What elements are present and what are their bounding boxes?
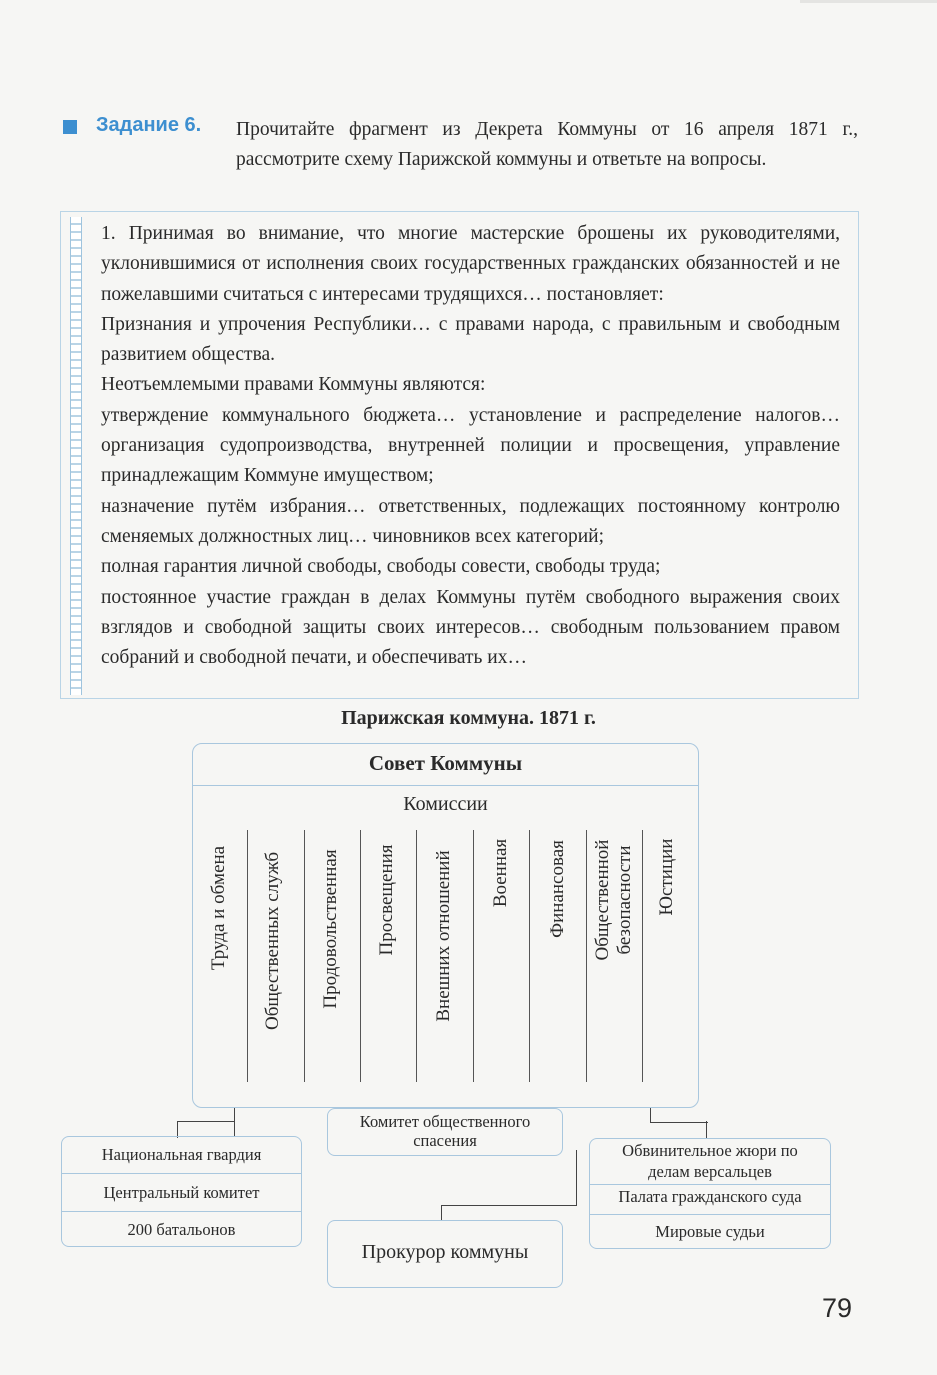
commission-divider: [586, 830, 587, 1082]
commission-divider: [416, 830, 417, 1082]
justices-of-peace: Мировые судьи: [655, 1222, 765, 1241]
diagram-title: Парижская коммуна. 1871 г.: [341, 707, 596, 729]
excerpt-text: [101, 219, 840, 673]
central-committee: Центральный комитет: [103, 1183, 260, 1202]
row-divider: [62, 1211, 301, 1212]
prosecutor: Прокурор коммуны: [361, 1241, 529, 1263]
battalions: 200 батальонов: [127, 1220, 236, 1239]
page-number: 79: [822, 1293, 853, 1323]
task-label: Задание 6.: [96, 114, 202, 136]
connector-line: [706, 1121, 707, 1138]
excerpt-paragraph: полная гарантия личной свободы, свободы совести, свободы труда;: [101, 556, 661, 578]
connector-line: [650, 1108, 708, 1123]
commission-divider: [360, 830, 361, 1082]
excerpt-decorative-stripe: [70, 217, 82, 695]
excerpt-paragraph: Признания и упрочения Республики… с правами народа, с правильным и свободным развитием общества.: [101, 313, 840, 366]
excerpt-paragraph: Неотъемлемыми правами Коммуны являются:: [101, 374, 486, 396]
council-divider: [193, 785, 698, 786]
connector-line: [576, 1150, 577, 1206]
connector-line: [441, 1205, 442, 1220]
national-guard-title: Национальная гвардия: [101, 1145, 262, 1164]
excerpt-paragraph: утверждение коммунального бюджета… установление и распределение налогов… организация судопроизводства, внутренней полиции и просвещения, управление принадлежащим Коммуне имуществом;: [101, 404, 840, 487]
civil-court: Палата гражданского суда: [618, 1187, 802, 1206]
commission-divider: [304, 830, 305, 1082]
commission-divider: [247, 830, 248, 1082]
row-divider: [590, 1184, 830, 1185]
commission-divider: [642, 830, 643, 1082]
commissions-label: Комиссии: [403, 793, 488, 815]
task-text: Прочитайте фрагмент из Декрета Коммуны от 16 апреля 1871 г., рассмотрите схему Парижской коммуны и ответьте на вопросы.: [236, 119, 858, 170]
connector-line: [441, 1205, 577, 1206]
row-divider: [62, 1173, 301, 1174]
row-divider: [590, 1214, 830, 1215]
commission-divider: [529, 830, 530, 1082]
commission-divider: [473, 830, 474, 1082]
excerpt-paragraph: постоянное участие граждан в делах Коммуны путём свободного выражения своих взглядов и свободной защиты своих интересов… свободным пользованием правом собраний и свободной печати, и обеспечивать их…: [101, 586, 840, 669]
excerpt-paragraph: 1. Принимая во внимание, что многие мастерские брошены их руководителями, уклонившимися от исполнения своих государственных гражданских обязанностей и не пожелавшими считаться с интересами трудящихся… постановляет:: [101, 223, 840, 305]
public-safety-committee: Комитет общественного спасения: [359, 1112, 531, 1150]
council-title: Совет Коммуны: [368, 751, 523, 775]
page-corner-mark: [800, 0, 937, 3]
excerpt-paragraph: назначение путём избрания… ответственных, подлежащих постоянному контролю сменяемых должностных лиц… чиновников всех категорий;: [101, 495, 840, 547]
versailles-jury: Обвинительное жюри по делам версальцев: [622, 1141, 798, 1181]
task-marker-icon: [63, 120, 77, 134]
